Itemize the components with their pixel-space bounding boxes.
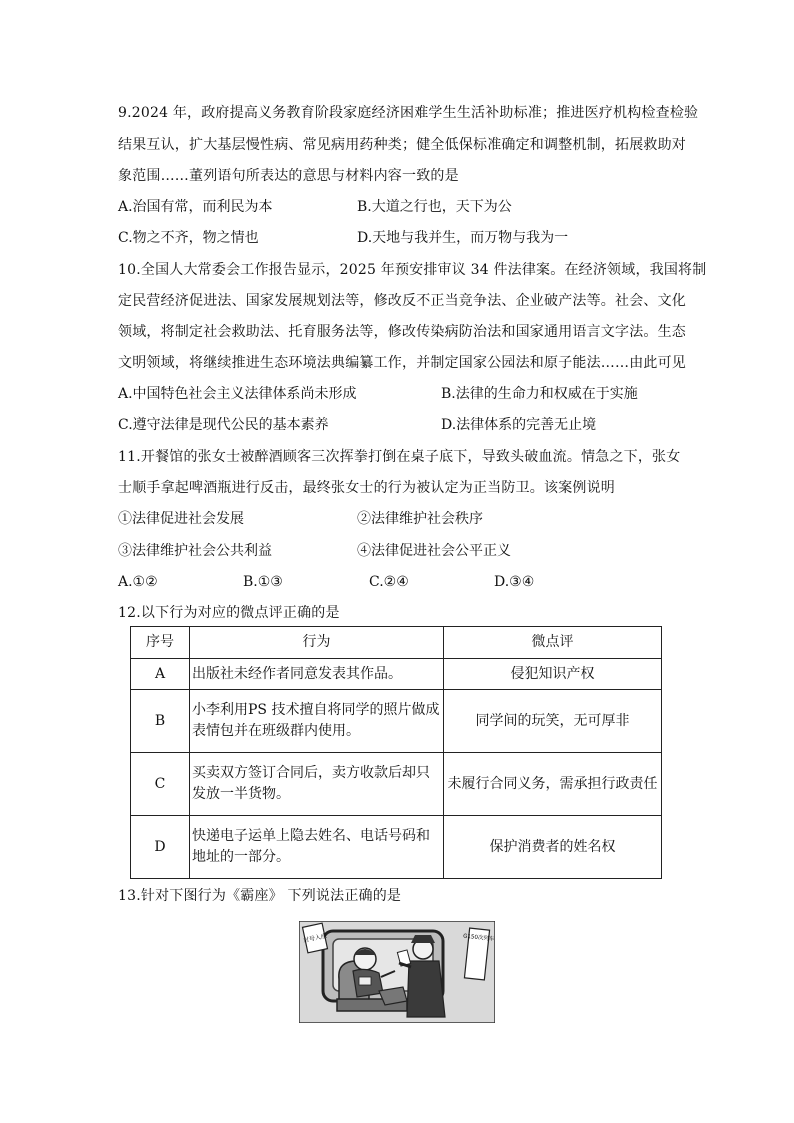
row-comment: 保护消费者的姓名权	[444, 816, 662, 879]
seat-hogging-cartoon	[299, 921, 495, 1023]
q11-line-1: 11.开餐馆的张女士被醉酒顾客三次挥拳打倒在桌子底下，导致头破血流。情急之下，张女	[118, 449, 681, 465]
row-action: 出版社未经作者同意发表其作品。	[190, 659, 444, 690]
table-row	[131, 816, 662, 879]
q9-option-d: D.天地与我并生，而万物与我为一	[357, 230, 569, 246]
header-comment: 微点评	[444, 627, 662, 659]
row-comment: 未履行合同义务，需承担行政责任	[444, 753, 662, 816]
q10-option-a: A.中国特色社会主义法律体系尚未形成	[118, 386, 357, 402]
q10-line-3: 领域，将制定社会救助法、托育服务法等，修改传染病防治法和国家通用语言文字法。生态	[118, 324, 686, 340]
q9-option-c: C.物之不齐，物之情也	[118, 230, 259, 246]
q11-option-b: B.①③	[243, 574, 283, 590]
q11-statement-2: ②法律维护社会秩序	[357, 511, 483, 527]
q10-line-4: 文明领域，将继续推进生态环境法典编纂工作，并制定国家公园法和原子能法……由此可见	[118, 355, 686, 371]
row-action: 小李利用PS 技术擅自将同学的照片做成表情包并在班级群内使用。	[190, 690, 444, 753]
table-row	[131, 659, 662, 690]
table-header-row	[131, 627, 662, 659]
q10-option-d: D.法律体系的完善无止境	[441, 417, 597, 433]
row-comment: 侵犯知识产权	[444, 659, 662, 690]
row-id: D	[131, 816, 190, 879]
q12-table	[130, 626, 662, 879]
row-id: A	[131, 659, 190, 690]
q11-option-d: D.③④	[494, 574, 535, 590]
svg-text:对号入座: 对号入座	[302, 932, 328, 945]
q10-line-2: 定民营经济促进法、国家发展规划法等，修改反不正当竞争法、企业破产法等。社会、文化	[118, 293, 686, 309]
q9-line-3: 象范围……董列语句所表达的意思与材料内容一致的是	[118, 168, 459, 184]
q10-option-b: B.法律的生命力和权威在于实施	[441, 386, 638, 402]
q11-statement-3: ③法律维护社会公共利益	[118, 543, 272, 559]
row-id: C	[131, 753, 190, 816]
svg-text:G150次列车: G150次列车	[462, 933, 495, 943]
table-row	[131, 690, 662, 753]
row-id: B	[131, 690, 190, 753]
row-action: 买卖双方签订合同后，卖方收款后却只发放一半货物。	[190, 753, 444, 816]
q11-option-c: C.②④	[369, 574, 409, 590]
table-row	[131, 753, 662, 816]
row-action: 快递电子运单上隐去姓名、电话号码和地址的一部分。	[190, 816, 444, 879]
header-action: 行为	[190, 627, 444, 659]
q10-option-c: C.遵守法律是现代公民的基本素养	[118, 417, 329, 433]
q11-line-2: 士顺手拿起啤酒瓶进行反击，最终张女士的行为被认定为正当防卫。该案例说明	[118, 480, 615, 496]
header-number: 序号	[131, 627, 190, 659]
q11-statement-4: ④法律促进社会公平正义	[357, 543, 511, 559]
q12-stem: 12.以下行为对应的微点评正确的是	[118, 605, 340, 621]
q9-line-1: 9.2024 年，政府提高义务教育阶段家庭经济困难学生生活补助标准；推进医疗机构检查检验	[118, 105, 699, 121]
q11-option-a: A.①②	[118, 574, 158, 590]
q9-line-2: 结果互认，扩大基层慢性病、常见病用药种类；健全低保标准确定和调整机制，拓展救助对	[118, 137, 686, 153]
row-comment: 同学间的玩笑，无可厚非	[444, 690, 662, 753]
q9-option-a: A.治国有常，而利民为本	[118, 199, 273, 215]
q11-statement-1: ①法律促进社会发展	[118, 511, 244, 527]
q13-stem: 13.针对下图行为《霸座》 下列说法正确的是	[118, 888, 402, 904]
q10-line-1: 10.全国人大常委会工作报告显示，2025 年预安排审议 34 件法律案。在经济领域，我国将制	[118, 262, 707, 278]
q9-option-b: B.大道之行也，天下为公	[357, 199, 512, 215]
